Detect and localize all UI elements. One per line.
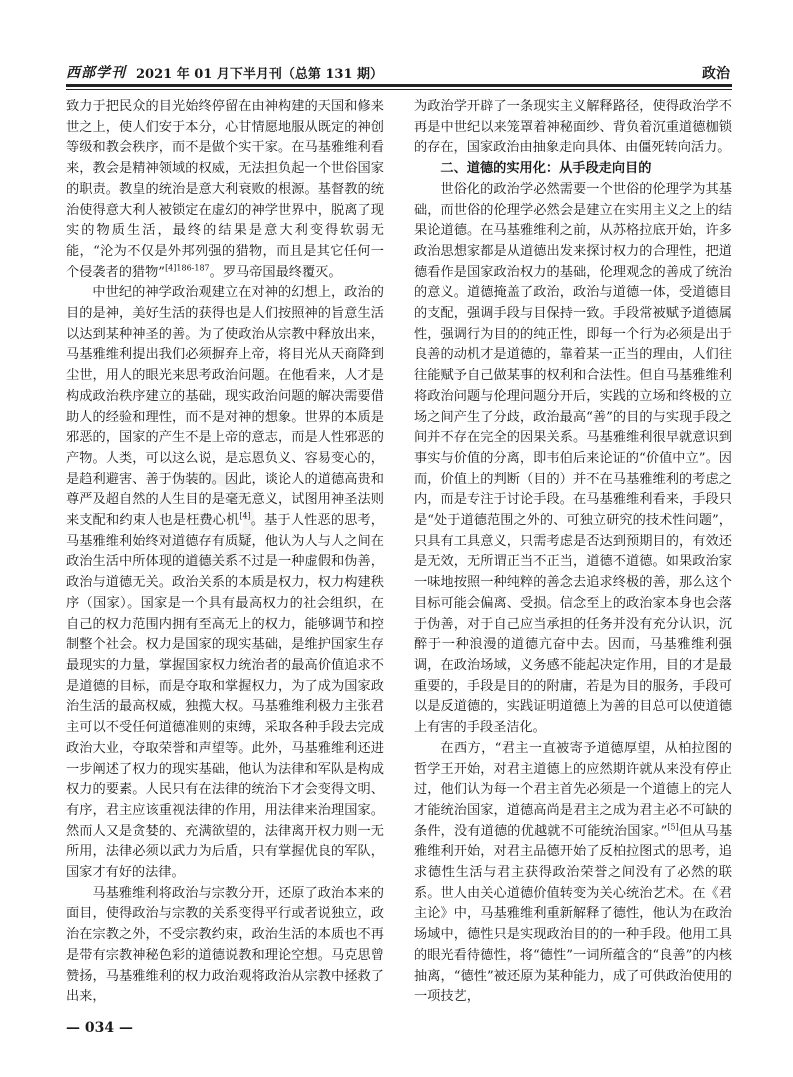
- paragraph: [66, 97, 384, 283]
- issue-info: 2021 年 01 月下半月刊（总第 131 期）: [136, 67, 384, 82]
- left-column: [66, 97, 384, 1017]
- paragraph-text: 。罗马帝国最终覆灭。: [209, 264, 342, 280]
- paragraph: 马基雅维利将政治与宗教分开，还原了政治本来的面目，使得政治与宗教的关系变得平行或者说独立，政治在宗教之外，不受宗教约束，政治生活的本质也不再是带有宗教神秘色彩的道德说教和理论空想。马克思曾赞扬，马基雅维利的权力政治观将政治从宗教中拯救了出来，: [66, 885, 384, 1005]
- paragraph: 为政治学开辟了一条现实主义解释路径，使得政治学不再是中世纪以来笼罩着神秘面纱、背负着沉重道德枷锁的存在，国家政治由抽象走向具体、由僵死转向活力。: [414, 99, 732, 156]
- citation: [4]: [239, 511, 251, 521]
- journal-logo: 西部学刊: [66, 65, 126, 81]
- citation: [4]186-187: [165, 263, 210, 273]
- page-number: — 034 —: [66, 1020, 133, 1036]
- header-rule: [66, 84, 732, 87]
- paragraph: 世俗化的政治学必然需要一个世俗的伦理学为其基础，而世俗的伦理学必然会是建立在实用主义之上的结果论道德。在马基雅维利之前，从苏格拉底开始，许多政治思想家都是从道德出发来探讨权力的合理性，把道德看作是国家政治权力的基础，伦理观念的善成了统治的意义。道德掩盖了政治，政治与道德一体，受道德目的支配，强调手段与目保持一致。手段常被赋予道德属性，强调行为目的的纯正性，即每一个行为必须是出于良善的动机才是道德的，靠着某一正当的理由，人们往往能赋予自己做某事的权利和合法性。但自马基雅维利将政治问题与伦理问题分开后，实践的立场和终极的立场之间产生了分歧，政治最高“善”的目的与实现手段之间并不存在完全的因果关系。马基雅维利很早就意识到事实与价值的分离，即韦伯后来论证的“价值中立”。因而，价值上的判断（目的）并不在马基雅维利的考虑之内，而是专注于讨论手段。在马基雅维利看来，手段只是“处于道德范围之外的、可独立研究的技术性问题”，只具有工具意义，只需考虑是否达到预期目的，有效还是无效，无所谓正当不正当，道德不道德。如果政治家一味地按照一种纯粹的善念去追求终极的善，那么这个目标可能会偏离、受损。信念至上的政治家本身也会落于伪善，对于自己应当承担的任务并没有充分认识，沉醉于一种浪漫的道德亢奋中去。因而，马基雅维利强调，在政治场域，义务感不能起决定作用，目的才是最重要的，手段是目的的附庸，若是为目的服务，手段可以是反道德的，实践证明道德上为善的目总可以使道德上有害的手段圣洁化。: [414, 181, 732, 736]
- paragraph: [66, 283, 384, 883]
- section-label: 政治: [702, 66, 730, 82]
- paragraph-text: 在西方，“君主一直被寄予道德厚望，从柏拉图的哲学王开始，对君主道德上的应然期许就从来没有停止过，他们认为每一个君主首先必须是一个道德上的完人才能统治国家，道德高尚是君主之成为君主必不可缺的条件，没有道德的优越就不可能统治国家。”: [414, 740, 732, 839]
- page-header: [66, 50, 732, 88]
- paragraph: [414, 739, 732, 1008]
- citation: [5]: [667, 822, 679, 832]
- paragraph-text: 但从马基雅维利开始，对君主品德开始了反柏拉图式的思考，追求德性生活与君主获得政治荣誉之间没有了必然的联系。世人由关心道德价值转变为关心统治艺术。在《君主论》中，马基雅维利重新解释了德性，他认为在政治场域中，德性只是实现政治目的的一种手段。他用工具的眼光看待德性，将“德性”一词所蕴含的“良善”的内核抽离，“德性”被还原为某种能力，成了可供政治使用的一项技艺，: [414, 823, 732, 1005]
- section-heading: 二、道德的实用化：从手段走向目的: [440, 161, 652, 177]
- header-rule-thin: [66, 89, 732, 90]
- paragraph-text: 致力于把民众的目光始终停留在由神构建的天国和修来世之上，使人们安于本分，心甘情愿地服从既定的神创等级和教会秩序，而不是做个实干家。在马基雅维利看来，教会是精神领域的权威，无法担负起一个世俗国家的职责。教皇的统治是意大利衰败的根源。基督教的统治使得意大利人被锁定在虚幻的神学世界中，脱离了现实的物质生活，最终的结果是意大利变得软弱无能，“沦为不仅是外邦列强的猎物，而且是其它任何一个侵袭者的猎物”: [66, 99, 384, 280]
- paragraph-text: 中世纪的神学政治观建立在对神的幻想上，政治的目的是神，美好生活的获得也是人们按照神的旨意生活以达到某种神圣的善。为了使政治从宗教中释放出来，马基雅维利提出我们必须摒弃上帝，将目光从天商降到尘世，用人的眼光来思考政治问题。在他看来，人才是构成政治秩序建立的基础，现实政治问题的解决需要借助人的经验和理性，而不是对神的想象。世界的本质是邪恶的，国家的产生不是上帝的意志，而是人性邪恶的产物。人类，可以这么说，是忘恩负义、容易变心的，是趋利避害、善于伪装的。因此，谈论人的道德高贵和尊严及超自然的人生目的是毫无意义，试图用神圣法则来支配和约束人也是枉费心机: [66, 285, 384, 529]
- paragraph-text: 。基于人性恶的思考，马基雅维利始终对道德存有质疑，他认为人与人之间在政治生活中所体现的道德关系不过是一种虚假和伪善，政治与道德无关。政治关系的本质是权力，权力构建秩序（国家）。国家是一个具有最高权力的社会组织，在自己的权力范围内拥有至高无上的权力，能够调节和控制整个社会。权力是国家的现实基础，是维护国家生存最现实的力量，掌握国家权力统治者的最高价值追求不是道德的目标，而是夺取和掌握权力，为了成为国家政治生活的最高权威，独揽大权。马基雅维利极力主张君主可以不受任何道德准则的束缚，采取各种手段去完成政治大业，夺取荣誉和声望等。此外，马基雅维利还进一步阐述了权力的现实基础，他认为法律和军队是构成权力的要素。人民只有在法律的统治下才会变得文明、有序，君主应该重视法律的作用，用法律来治理国家。然而人又是贪婪的、充满欲望的，法律离开权力则一无所用，法律必须以武力为后盾，只有掌握优良的军队，国家才有好的法律。: [66, 513, 384, 881]
- right-column: [414, 97, 732, 1017]
